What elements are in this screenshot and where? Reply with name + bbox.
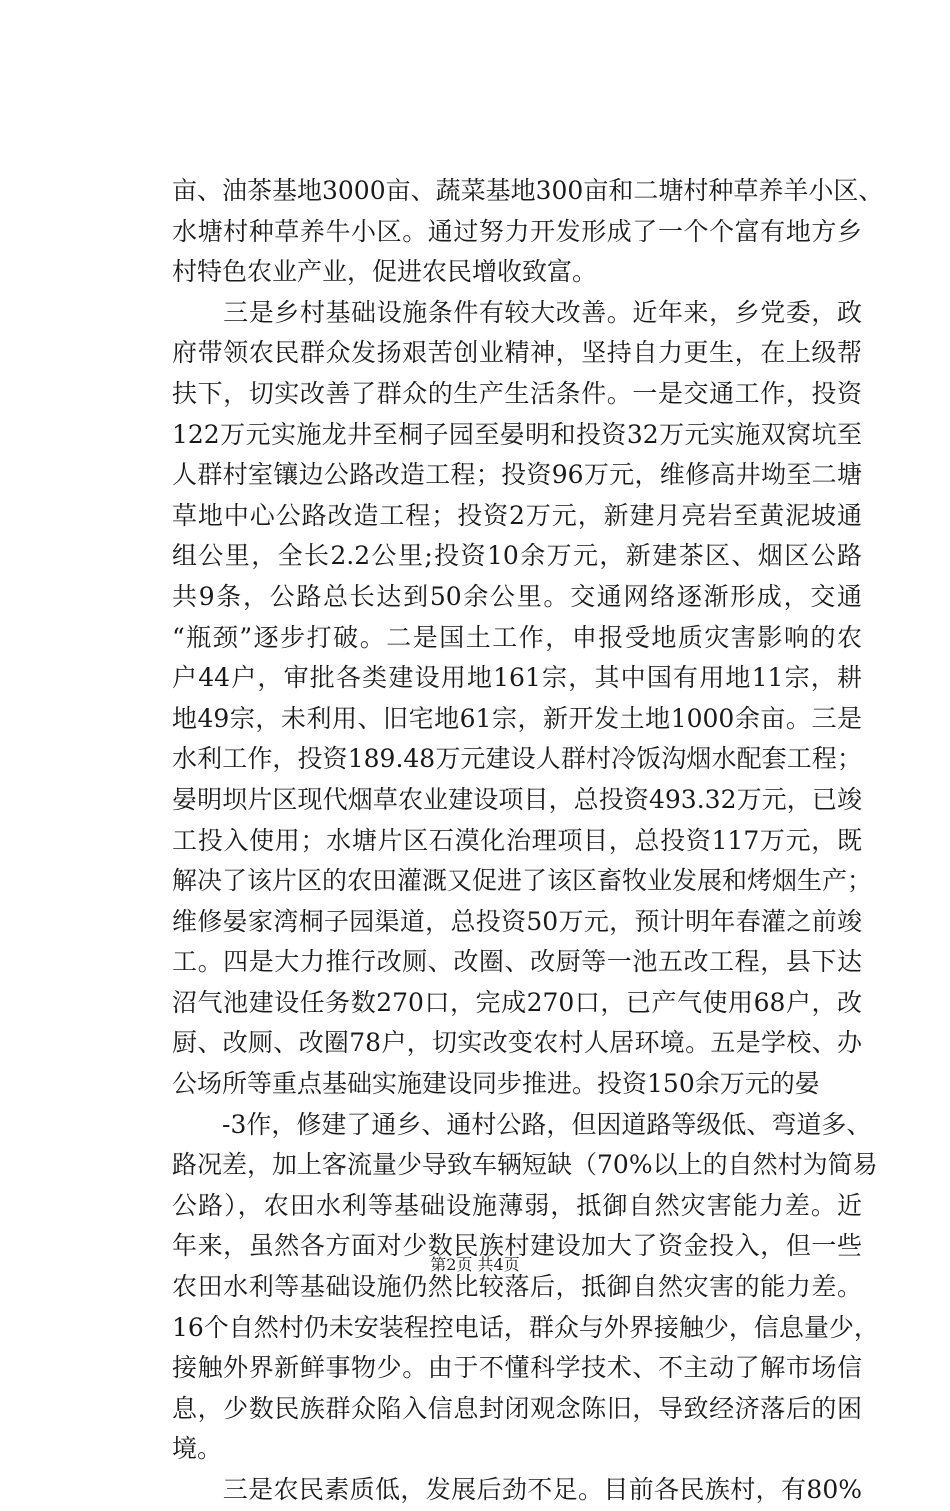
text-line: -3作，修建了通乡、通村公路，但因道路等级低、弯道多、 <box>172 1109 872 1139</box>
text-line: 厨、改厕、改圈78户，切实改变农村人居环境。五是学校、办 <box>172 1028 862 1058</box>
text-line: 户44户，审批各类建设用地161宗，其中国有用地11宗，耕 <box>172 663 862 693</box>
text-line: 解决了该片区的农田灌溉又促进了该区畜牧业发展和烤烟生产； <box>172 866 873 896</box>
text-line: 三是农民素质低，发展后劲不足。目前各民族村，有80% <box>172 1475 862 1504</box>
text-line: 年来，虽然各方面对少数民族村建设加大了资金投入，但一些 <box>172 1231 862 1261</box>
text-line: 接触外界新鲜事物少。由于不懂科学技术、不主动了解市场信 <box>172 1353 862 1383</box>
text-line: 工。四是大力推行改厕、改圈、改厨等一池五改工程，县下达 <box>172 947 862 977</box>
page-footer <box>0 1252 950 1275</box>
text-line: 村特色农业产业，促进农民增收致富。 <box>172 257 598 287</box>
text-line: 16个自然村仍未安装程控电话，群众与外界接触少，信息量少， <box>172 1312 879 1342</box>
text-line: 境。 <box>172 1434 223 1464</box>
text-line: 路况差，加上客流量少导致车辆短缺（70%以上的自然村为简易 <box>172 1150 878 1180</box>
text-line: 公路），农田水利等基础设施薄弱，抵御自然灾害能力差。近 <box>172 1190 862 1220</box>
text-line: 水利工作，投资189.48万元建设人群村冷饭沟烟水配套工程； <box>172 744 862 774</box>
text-line: 组公里，全长2.2公里;投资10余万元，新建茶区、烟区公路 <box>172 541 862 571</box>
text-line: 扶下，切实改善了群众的生产生活条件。一是交通工作，投资 <box>172 378 862 408</box>
text-line: 122万元实施龙井至桐子园至晏明和投资32万元实施双窝坑至 <box>172 419 862 449</box>
text-line: 地49宗，未利用、旧宅地61宗，新开发土地1000余亩。三是 <box>172 703 862 733</box>
text-line: 草地中心公路改造工程；投资2万元，新建月亮岩至黄泥坡通 <box>172 500 862 530</box>
text-line: 亩、油茶基地3000亩、蔬菜基地300亩和二塘村种草养羊小区、 <box>172 176 884 205</box>
text-line: 农田水利等基础设施仍然比较落后，抵御自然灾害的能力差。 <box>172 1272 862 1302</box>
text-line: 沼气池建设任务数270口，完成270口，已产气使用68户，改 <box>172 987 862 1017</box>
document-body <box>172 171 884 1511</box>
page-number-label: 第2页 共4页 <box>430 1255 520 1274</box>
text-line: 人群村室镶边公路改造工程；投资96万元，维修高井坳至二塘 <box>172 460 862 490</box>
text-line: 晏明坝片区现代烟草农业建设项目，总投资493.32万元，已竣 <box>172 784 862 814</box>
text-line: 水塘村种草养牛小区。通过努力开发形成了一个个富有地方乡 <box>172 216 862 246</box>
text-line: 工投入使用；水塘片区石漠化治理项目，总投资117万元，既 <box>172 825 862 855</box>
text-line: 共9条，公路总长达到50余公里。交通网络逐渐形成，交通 <box>172 581 862 611</box>
text-line: 三是乡村基础设施条件有较大改善。近年来，乡党委，政 <box>172 297 862 327</box>
text-line: 维修晏家湾桐子园渠道，总投资50万元，预计明年春灌之前竣 <box>172 906 862 936</box>
text-line: 府带领农民群众发扬艰苦创业精神，坚持自力更生，在上级帮 <box>172 338 862 368</box>
text-line: “瓶颈”逐步打破。二是国土工作，申报受地质灾害影响的农 <box>172 622 862 652</box>
text-line: 公场所等重点基础实施建设同步推进。投资150余万元的晏 <box>172 1069 820 1099</box>
text-line: 息，少数民族群众陷入信息封闭观念陈旧，导致经济落后的困 <box>172 1393 862 1423</box>
